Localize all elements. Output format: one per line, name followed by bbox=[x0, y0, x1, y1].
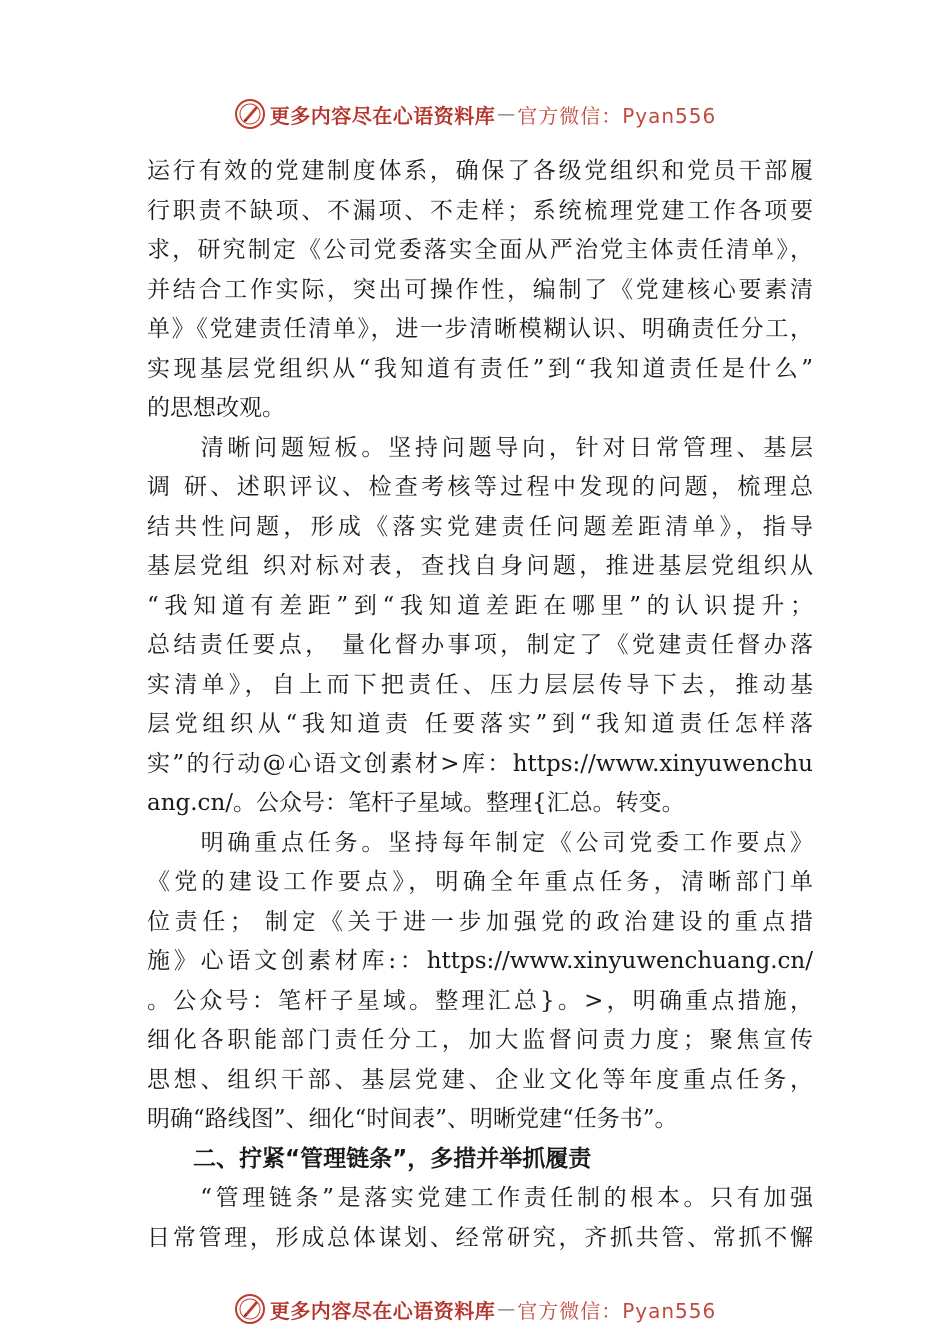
text-line: 清晰问题短板。坚持问题导向，针对日常管理、基层 bbox=[147, 434, 813, 461]
text-line: 调 研、述职评议、检查考核等过程中发现的问题，梳理总 bbox=[147, 474, 813, 500]
text-line: 结共性问题，形成《落实党建责任问题差距清单》，指导 bbox=[147, 513, 813, 540]
footer-banner bbox=[0, 1289, 950, 1329]
text-line: “管理链条”是落实党建工作责任制的根本。只有加强 bbox=[147, 1185, 813, 1211]
text-line: 明确重点任务。坚持每年制定《公司党委工作要点》 bbox=[147, 829, 813, 856]
body-text bbox=[147, 152, 813, 1258]
text-line: 并结合工作实际，突出可操作性，编制了《党建核心要素清 bbox=[147, 276, 813, 303]
text-line: “我知道有差距”到“我知道差距在哪里”的认识提升； bbox=[147, 592, 813, 619]
banner-dash: — bbox=[497, 103, 516, 125]
text-line: 运行有效的党建制度体系，确保了各级党组织和党员干部履 bbox=[147, 158, 813, 184]
text-line: 总结责任要点， 量化督办事项，制定了《党建责任督办落 bbox=[147, 632, 813, 658]
banner-right-text: 官方微信：Pyan556 bbox=[517, 103, 717, 128]
stamp-logo-icon bbox=[234, 1293, 266, 1325]
text-line: 《党的建设工作要点》，明确全年重点任务，清晰部门单 bbox=[147, 869, 813, 895]
banner-dash: — bbox=[497, 1298, 516, 1320]
text-line: 单》《党建责任清单》，进一步清晰模糊认识、明确责任分工， bbox=[147, 316, 813, 342]
text-line: 。公众号：笔杆子星域。整理汇总}。>，明确重点措施， bbox=[147, 987, 813, 1014]
text-line: 细化各职能部门责任分工，加大监督问责力度；聚焦宣传 bbox=[147, 1027, 813, 1053]
text-line: 日常管理，形成总体谋划、经常研究，齐抓共管、常抓不懈 bbox=[147, 1224, 813, 1251]
banner-left-text: 更多内容尽在心语资料库 bbox=[269, 103, 496, 128]
text-line: 施》心语文创素材库:：https://www.xinyuwenchuang.cn/ bbox=[147, 948, 813, 974]
text-line: 的思想改观。 bbox=[147, 395, 285, 421]
text-line: 思想、组织干部、基层党建、企业文化等年度重点任务， bbox=[147, 1066, 813, 1093]
text-line: 基层党组 织对标对表，查找自身问题，推进基层党组织从 bbox=[147, 553, 813, 579]
header-banner bbox=[0, 94, 950, 134]
text-line: ang.cn/。公众号：笔杆子星域。整理{汇总。转变。 bbox=[147, 790, 685, 816]
banner-right-text: 官方微信：Pyan556 bbox=[517, 1298, 717, 1323]
text-line: 明确“路线图”、细化“时间表”、明晰党建“任务书”。 bbox=[147, 1106, 678, 1132]
text-line: 实”的行动@心语文创素材>库：https://www.xinyuwenchu bbox=[147, 750, 813, 777]
stamp-logo-icon bbox=[234, 98, 266, 130]
banner-left-text: 更多内容尽在心语资料库 bbox=[269, 1298, 496, 1323]
text-line: 位责任； 制定《关于进一步加强党的政治建设的重点措 bbox=[147, 908, 813, 935]
text-line: 实清单》，自上而下把责任、压力层层传导下去，推动基 bbox=[147, 671, 813, 698]
text-line: 行职责不缺项、不漏项、不走样；系统梳理党建工作各项要 bbox=[147, 197, 813, 224]
text-line: 求，研究制定《公司党委落实全面从严治党主体责任清单》， bbox=[147, 237, 813, 263]
text-line: 层党组织从“我知道责 任要落实”到“我知道责任怎样落 bbox=[147, 711, 813, 737]
text-line: 实现基层党组织从“我知道有责任”到“我知道责任是什么” bbox=[147, 355, 813, 382]
section-heading: 二、拧紧“管理链条”，多措并举抓履责 bbox=[193, 1145, 592, 1172]
